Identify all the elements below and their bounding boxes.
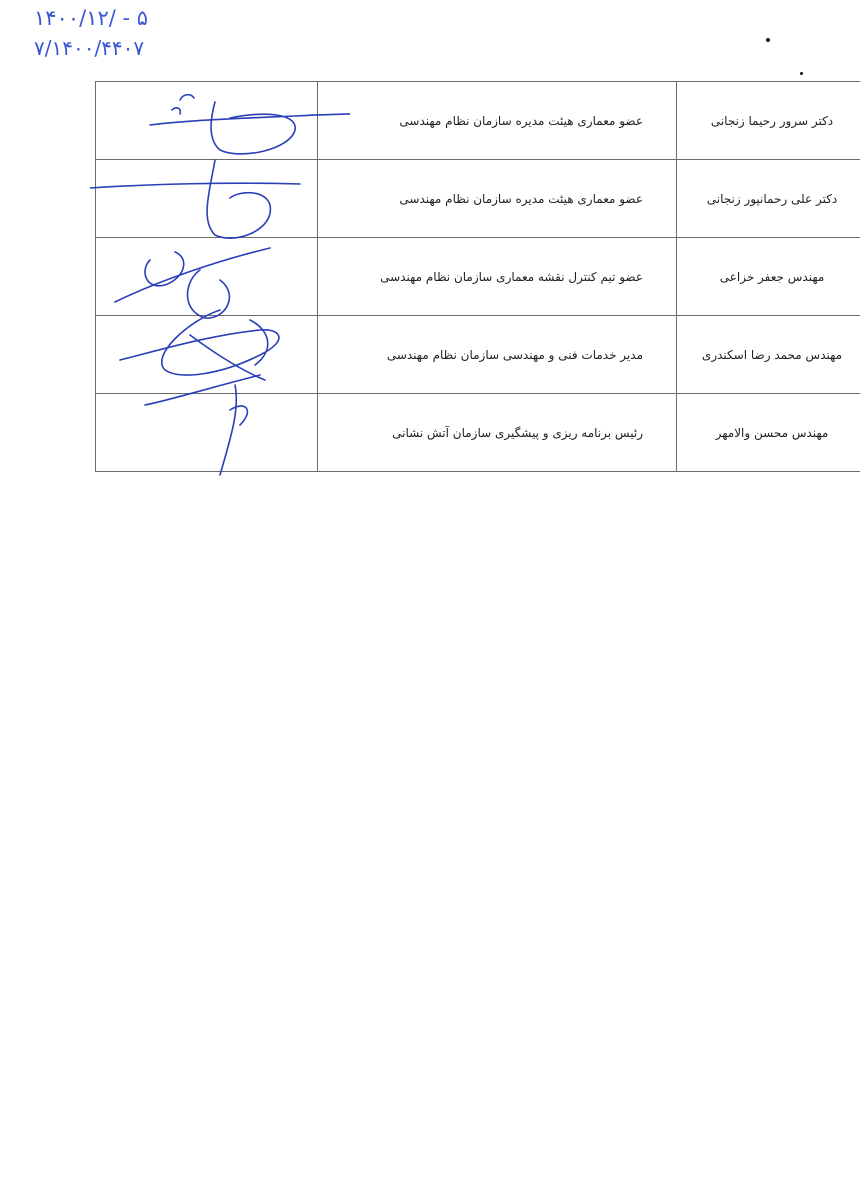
handwritten-date: ۱۴۰۰/۱۲/ - ۵ (34, 6, 149, 30)
position-cell: عضو تیم کنترل نقشه معماری سازمان نظام مهندسی (318, 238, 677, 316)
signature-cell (96, 82, 318, 160)
table-row (96, 394, 860, 472)
table-row (96, 238, 860, 316)
signature-cell (96, 394, 318, 472)
position-cell: مدیر خدمات فنی و مهندسی سازمان نظام مهندسی (318, 316, 677, 394)
name-cell: مهندس محمد رضا اسکندری (677, 316, 860, 394)
table-row (96, 160, 860, 238)
signature-cell (96, 316, 318, 394)
table-row (96, 82, 860, 160)
name-cell: مهندس جعفر خزاعی (677, 238, 860, 316)
name-cell: دکتر علی رحمانپور زنجانی (677, 160, 860, 238)
signature-table (95, 81, 860, 472)
signature-cell (96, 238, 318, 316)
position-cell: عضو معماری هیئت مدیره سازمان نظام مهندسی (318, 82, 677, 160)
handwritten-reference-number: ۷/۱۴۰۰/۴۴۰۷ (34, 36, 145, 60)
speck-mark (800, 72, 803, 75)
name-cell: دکتر سرور رحیما زنجانی (677, 82, 860, 160)
position-cell: رئیس برنامه ریزی و پیشگیری سازمان آتش نشانی (318, 394, 677, 472)
position-cell: عضو معماری هیئت مدیره سازمان نظام مهندسی (318, 160, 677, 238)
table-row (96, 316, 860, 394)
speck-mark (766, 38, 770, 42)
name-cell: مهندس محسن والامهر (677, 394, 860, 472)
signature-cell (96, 160, 318, 238)
